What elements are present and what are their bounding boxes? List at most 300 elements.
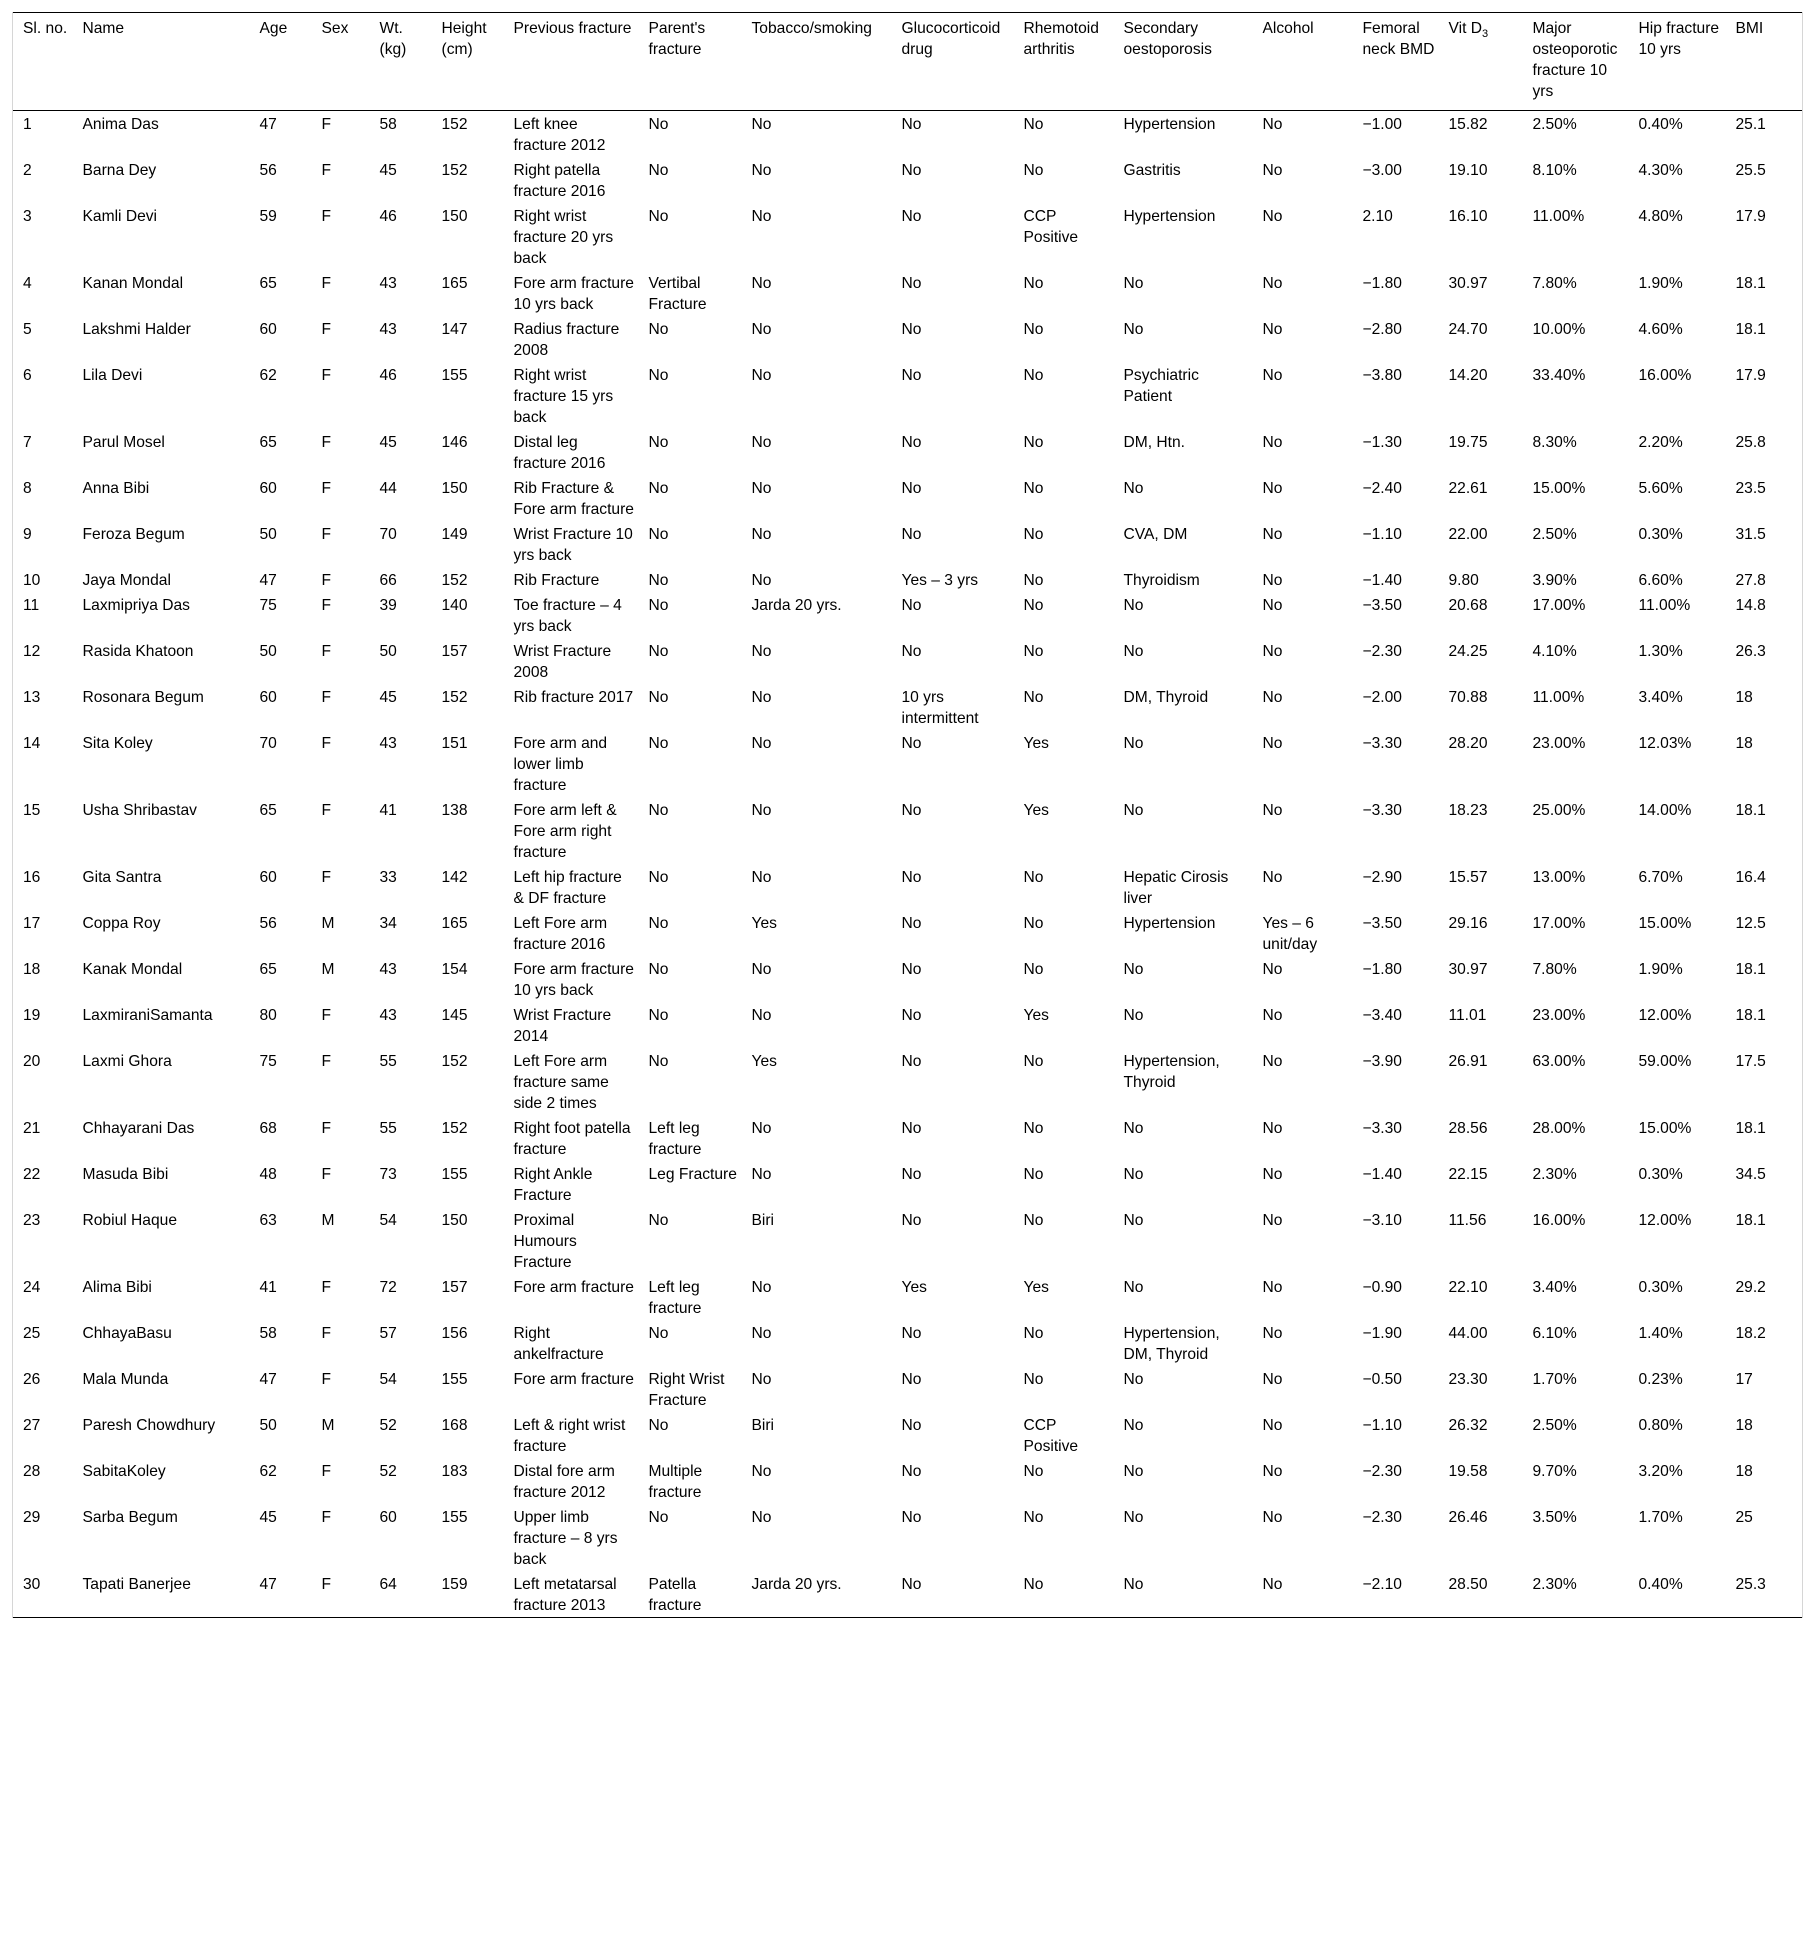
cell-height: 157 bbox=[441, 1279, 468, 1296]
cell-alcohol: No bbox=[1262, 802, 1283, 819]
cell-alcohol: No bbox=[1262, 869, 1283, 886]
table-row bbox=[13, 362, 1803, 429]
cell-vit-d3: 22.15 bbox=[1448, 1166, 1488, 1183]
cell-previous-fracture: Left Fore arm fracture 2016 bbox=[513, 915, 608, 953]
cell-glucocorticoid-drug: No bbox=[901, 275, 922, 292]
cell-hip-fracture: 6.70% bbox=[1638, 869, 1683, 886]
cell-height: 142 bbox=[441, 869, 468, 886]
cell-height: 152 bbox=[441, 1053, 468, 1070]
cell-rheumatoid-arthritis: Yes bbox=[1023, 735, 1049, 752]
cell-secondary-osteoporosis: Gastritis bbox=[1123, 162, 1181, 179]
cell-hip-fracture: 59.00% bbox=[1638, 1053, 1692, 1070]
cell-femoral-neck-bmd: −3.00 bbox=[1362, 162, 1402, 179]
table-row bbox=[13, 797, 1803, 864]
cell-sex: F bbox=[321, 1371, 332, 1388]
table-header-row bbox=[13, 13, 1803, 111]
table-row bbox=[13, 956, 1803, 1002]
cell-vit-d3: 14.20 bbox=[1448, 367, 1488, 384]
cell-vit-d3: 16.10 bbox=[1448, 208, 1488, 225]
cell-rheumatoid-arthritis: No bbox=[1023, 1325, 1044, 1342]
cell-age: 50 bbox=[259, 1417, 277, 1434]
cell-age: 68 bbox=[259, 1120, 277, 1137]
cell-bmi: 26.3 bbox=[1726, 638, 1803, 684]
cell-weight: 52 bbox=[379, 1417, 397, 1434]
cell-previous-fracture: Distal leg fracture 2016 bbox=[513, 434, 606, 472]
cell-weight: 54 bbox=[379, 1371, 397, 1388]
cell-bmi: 23.5 bbox=[1726, 475, 1803, 521]
cell-height: 155 bbox=[441, 1371, 468, 1388]
cell-bmi: 12.5 bbox=[1726, 910, 1803, 956]
cell-weight: 45 bbox=[379, 689, 397, 706]
cell-femoral-neck-bmd: −1.00 bbox=[1362, 116, 1402, 133]
cell-previous-fracture: Upper limb fracture – 8 yrs back bbox=[513, 1509, 618, 1568]
cell-bmi: 25 bbox=[1726, 1504, 1803, 1571]
cell-name: Coppa Roy bbox=[82, 915, 161, 932]
cell-sl-no: 8 bbox=[13, 475, 73, 521]
cell-bmi: 18.1 bbox=[1726, 1002, 1803, 1048]
cell-tobacco-smoking: No bbox=[751, 1120, 772, 1137]
cell-parents-fracture: No bbox=[648, 1417, 669, 1434]
header-parents-fracture: Parent's fracture bbox=[648, 20, 706, 58]
cell-previous-fracture: Fore arm and lower limb fracture bbox=[513, 735, 608, 794]
cell-hip-fracture: 1.90% bbox=[1638, 961, 1683, 978]
cell-hip-fracture: 3.20% bbox=[1638, 1463, 1683, 1480]
cell-parents-fracture: No bbox=[648, 689, 669, 706]
cell-weight: 55 bbox=[379, 1053, 397, 1070]
cell-bmi: 16.4 bbox=[1726, 864, 1803, 910]
cell-major-osteoporotic-fracture: 17.00% bbox=[1532, 597, 1586, 614]
cell-secondary-osteoporosis: Hypertension, DM, Thyroid bbox=[1123, 1325, 1220, 1363]
cell-age: 62 bbox=[259, 367, 277, 384]
cell-name: LaxmiraniSamanta bbox=[82, 1007, 213, 1024]
cell-femoral-neck-bmd: −0.50 bbox=[1362, 1371, 1402, 1388]
cell-secondary-osteoporosis: No bbox=[1123, 1371, 1144, 1388]
cell-sex: F bbox=[321, 802, 332, 819]
cell-age: 56 bbox=[259, 162, 277, 179]
header-bmi: BMI bbox=[1726, 13, 1803, 111]
cell-hip-fracture: 0.40% bbox=[1638, 1576, 1683, 1593]
cell-glucocorticoid-drug: No bbox=[901, 434, 922, 451]
cell-name: Robiul Haque bbox=[82, 1212, 177, 1229]
cell-sex: F bbox=[321, 1463, 332, 1480]
cell-vit-d3: 11.01 bbox=[1448, 1007, 1487, 1024]
cell-tobacco-smoking: Yes bbox=[751, 915, 777, 932]
cell-parents-fracture: No bbox=[648, 367, 669, 384]
cell-name: Barna Dey bbox=[82, 162, 157, 179]
cell-age: 48 bbox=[259, 1166, 277, 1183]
cell-major-osteoporotic-fracture: 13.00% bbox=[1532, 869, 1586, 886]
cell-rheumatoid-arthritis: No bbox=[1023, 162, 1044, 179]
cell-parents-fracture: No bbox=[648, 597, 669, 614]
cell-sl-no: 27 bbox=[13, 1412, 73, 1458]
cell-hip-fracture: 5.60% bbox=[1638, 480, 1683, 497]
cell-vit-d3: 19.10 bbox=[1448, 162, 1488, 179]
cell-bmi: 25.8 bbox=[1726, 429, 1803, 475]
cell-sl-no: 22 bbox=[13, 1161, 73, 1207]
cell-alcohol: No bbox=[1262, 1325, 1283, 1342]
cell-alcohol: No bbox=[1262, 1120, 1283, 1137]
cell-femoral-neck-bmd: −2.90 bbox=[1362, 869, 1402, 886]
cell-bmi: 17.9 bbox=[1726, 362, 1803, 429]
cell-age: 63 bbox=[259, 1212, 277, 1229]
cell-weight: 39 bbox=[379, 597, 397, 614]
cell-tobacco-smoking: No bbox=[751, 367, 772, 384]
cell-vit-d3: 24.70 bbox=[1448, 321, 1488, 338]
cell-major-osteoporotic-fracture: 33.40% bbox=[1532, 367, 1586, 384]
header-name: Name bbox=[82, 20, 125, 37]
cell-major-osteoporotic-fracture: 3.50% bbox=[1532, 1509, 1577, 1526]
cell-glucocorticoid-drug: No bbox=[901, 1053, 922, 1070]
cell-glucocorticoid-drug: No bbox=[901, 321, 922, 338]
cell-secondary-osteoporosis: Hypertension bbox=[1123, 208, 1216, 225]
header-sl-no: Sl. no. bbox=[13, 13, 73, 111]
cell-age: 59 bbox=[259, 208, 277, 225]
cell-age: 75 bbox=[259, 1053, 277, 1070]
cell-sl-no: 2 bbox=[13, 157, 73, 203]
table-row bbox=[13, 567, 1803, 592]
cell-weight: 54 bbox=[379, 1212, 397, 1229]
table-row bbox=[13, 1366, 1803, 1412]
cell-bmi: 18.2 bbox=[1726, 1320, 1803, 1366]
cell-vit-d3: 22.61 bbox=[1448, 480, 1488, 497]
cell-vit-d3: 70.88 bbox=[1448, 689, 1488, 706]
cell-weight: 66 bbox=[379, 572, 397, 589]
cell-secondary-osteoporosis: No bbox=[1123, 1463, 1144, 1480]
cell-bmi: 31.5 bbox=[1726, 521, 1803, 567]
cell-previous-fracture: Wrist Fracture 2014 bbox=[513, 1007, 612, 1045]
cell-sex: F bbox=[321, 208, 332, 225]
cell-femoral-neck-bmd: −1.90 bbox=[1362, 1325, 1402, 1342]
cell-vit-d3: 28.56 bbox=[1448, 1120, 1488, 1137]
cell-major-osteoporotic-fracture: 6.10% bbox=[1532, 1325, 1577, 1342]
cell-secondary-osteoporosis: No bbox=[1123, 1166, 1144, 1183]
cell-secondary-osteoporosis: No bbox=[1123, 321, 1144, 338]
cell-age: 47 bbox=[259, 572, 277, 589]
cell-femoral-neck-bmd: −1.30 bbox=[1362, 434, 1402, 451]
cell-tobacco-smoking: No bbox=[751, 116, 772, 133]
cell-rheumatoid-arthritis: No bbox=[1023, 116, 1044, 133]
cell-tobacco-smoking: No bbox=[751, 1279, 772, 1296]
cell-hip-fracture: 0.30% bbox=[1638, 1279, 1683, 1296]
cell-rheumatoid-arthritis: CCP Positive bbox=[1023, 208, 1079, 246]
cell-previous-fracture: Fore arm fracture bbox=[513, 1371, 634, 1388]
cell-sl-no: 25 bbox=[13, 1320, 73, 1366]
cell-height: 183 bbox=[441, 1463, 468, 1480]
table-row bbox=[13, 1274, 1803, 1320]
cell-age: 70 bbox=[259, 735, 277, 752]
cell-height: 155 bbox=[441, 367, 468, 384]
cell-glucocorticoid-drug: No bbox=[901, 1371, 922, 1388]
cell-height: 150 bbox=[441, 480, 468, 497]
cell-rheumatoid-arthritis: No bbox=[1023, 1509, 1044, 1526]
header-age: Age bbox=[259, 20, 288, 37]
cell-parents-fracture: No bbox=[648, 1212, 669, 1229]
cell-alcohol: No bbox=[1262, 1007, 1283, 1024]
cell-previous-fracture: Left metatarsal fracture 2013 bbox=[513, 1576, 617, 1614]
cell-sl-no: 26 bbox=[13, 1366, 73, 1412]
table-row bbox=[13, 684, 1803, 730]
cell-glucocorticoid-drug: No bbox=[901, 1007, 922, 1024]
table-row bbox=[13, 1002, 1803, 1048]
cell-rheumatoid-arthritis: CCP Positive bbox=[1023, 1417, 1079, 1455]
cell-name: Laxmi Ghora bbox=[82, 1053, 172, 1070]
cell-height: 152 bbox=[441, 1120, 468, 1137]
cell-vit-d3: 22.00 bbox=[1448, 526, 1488, 543]
cell-rheumatoid-arthritis: No bbox=[1023, 321, 1044, 338]
cell-major-osteoporotic-fracture: 2.30% bbox=[1532, 1166, 1577, 1183]
cell-bmi: 18.1 bbox=[1726, 1115, 1803, 1161]
cell-secondary-osteoporosis: No bbox=[1123, 643, 1144, 660]
cell-bmi: 18.1 bbox=[1726, 1207, 1803, 1274]
cell-rheumatoid-arthritis: No bbox=[1023, 1463, 1044, 1480]
cell-sex: M bbox=[321, 961, 335, 978]
cell-sl-no: 10 bbox=[13, 567, 73, 592]
cell-secondary-osteoporosis: Hypertension, Thyroid bbox=[1123, 1053, 1220, 1091]
cell-previous-fracture: Wrist Fracture 10 yrs back bbox=[513, 526, 633, 564]
cell-previous-fracture: Left knee fracture 2012 bbox=[513, 116, 606, 154]
cell-sl-no: 18 bbox=[13, 956, 73, 1002]
cell-age: 65 bbox=[259, 275, 277, 292]
cell-sl-no: 23 bbox=[13, 1207, 73, 1274]
cell-sex: F bbox=[321, 275, 332, 292]
cell-tobacco-smoking: No bbox=[751, 1166, 772, 1183]
cell-secondary-osteoporosis: DM, Thyroid bbox=[1123, 689, 1209, 706]
cell-bmi: 34.5 bbox=[1726, 1161, 1803, 1207]
cell-name: Parul Mosel bbox=[82, 434, 165, 451]
data-table-container bbox=[12, 12, 1802, 1618]
cell-femoral-neck-bmd: −1.80 bbox=[1362, 961, 1402, 978]
cell-sl-no: 20 bbox=[13, 1048, 73, 1115]
cell-sl-no: 5 bbox=[13, 316, 73, 362]
cell-weight: 33 bbox=[379, 869, 397, 886]
table-row bbox=[13, 1320, 1803, 1366]
cell-femoral-neck-bmd: 2.10 bbox=[1362, 208, 1393, 225]
cell-height: 156 bbox=[441, 1325, 468, 1342]
cell-bmi: 17 bbox=[1726, 1366, 1803, 1412]
cell-sex: F bbox=[321, 116, 332, 133]
cell-alcohol: No bbox=[1262, 1509, 1283, 1526]
cell-vit-d3: 28.20 bbox=[1448, 735, 1488, 752]
cell-tobacco-smoking: No bbox=[751, 961, 772, 978]
cell-age: 75 bbox=[259, 597, 277, 614]
cell-parents-fracture: No bbox=[648, 869, 669, 886]
cell-major-osteoporotic-fracture: 2.30% bbox=[1532, 1576, 1577, 1593]
cell-tobacco-smoking: Yes bbox=[751, 1053, 777, 1070]
cell-height: 150 bbox=[441, 208, 468, 225]
cell-femoral-neck-bmd: −0.90 bbox=[1362, 1279, 1402, 1296]
cell-height: 146 bbox=[441, 434, 468, 451]
cell-weight: 43 bbox=[379, 1007, 397, 1024]
cell-tobacco-smoking: No bbox=[751, 572, 772, 589]
cell-sex: F bbox=[321, 1325, 332, 1342]
cell-alcohol: Yes – 6 unit/day bbox=[1262, 915, 1318, 953]
cell-secondary-osteoporosis: Hepatic Cirosis liver bbox=[1123, 869, 1229, 907]
cell-major-osteoporotic-fracture: 28.00% bbox=[1532, 1120, 1586, 1137]
cell-previous-fracture: Wrist Fracture 2008 bbox=[513, 643, 612, 681]
table-row bbox=[13, 910, 1803, 956]
cell-vit-d3: 19.58 bbox=[1448, 1463, 1488, 1480]
cell-parents-fracture: No bbox=[648, 116, 669, 133]
header-rheumatoid-arthritis: Rhemotoid arthritis bbox=[1023, 20, 1099, 58]
cell-femoral-neck-bmd: −2.30 bbox=[1362, 1509, 1402, 1526]
cell-major-osteoporotic-fracture: 16.00% bbox=[1532, 1212, 1586, 1229]
cell-rheumatoid-arthritis: No bbox=[1023, 643, 1044, 660]
cell-name: Feroza Begum bbox=[82, 526, 185, 543]
cell-alcohol: No bbox=[1262, 162, 1283, 179]
cell-major-osteoporotic-fracture: 23.00% bbox=[1532, 735, 1586, 752]
cell-hip-fracture: 16.00% bbox=[1638, 367, 1692, 384]
cell-bmi: 18 bbox=[1726, 1412, 1803, 1458]
cell-age: 50 bbox=[259, 643, 277, 660]
cell-hip-fracture: 4.60% bbox=[1638, 321, 1683, 338]
cell-glucocorticoid-drug: No bbox=[901, 735, 922, 752]
cell-secondary-osteoporosis: No bbox=[1123, 1509, 1144, 1526]
cell-name: Chhayarani Das bbox=[82, 1120, 195, 1137]
cell-alcohol: No bbox=[1262, 480, 1283, 497]
table-row bbox=[13, 1571, 1803, 1618]
cell-glucocorticoid-drug: 10 yrs intermittent bbox=[901, 689, 979, 727]
cell-rheumatoid-arthritis: No bbox=[1023, 1166, 1044, 1183]
cell-major-osteoporotic-fracture: 17.00% bbox=[1532, 915, 1586, 932]
cell-bmi: 25.3 bbox=[1726, 1571, 1803, 1618]
cell-tobacco-smoking: No bbox=[751, 275, 772, 292]
cell-sex: F bbox=[321, 321, 332, 338]
cell-hip-fracture: 12.03% bbox=[1638, 735, 1692, 752]
cell-tobacco-smoking: Biri bbox=[751, 1212, 775, 1229]
cell-secondary-osteoporosis: Thyroidism bbox=[1123, 572, 1200, 589]
cell-height: 151 bbox=[441, 735, 468, 752]
header-femoral-neck-bmd: Femoral neck BMD bbox=[1362, 20, 1435, 58]
cell-vit-d3: 22.10 bbox=[1448, 1279, 1488, 1296]
cell-sl-no: 7 bbox=[13, 429, 73, 475]
cell-sl-no: 4 bbox=[13, 270, 73, 316]
cell-rheumatoid-arthritis: No bbox=[1023, 915, 1044, 932]
cell-rheumatoid-arthritis: No bbox=[1023, 961, 1044, 978]
cell-sex: F bbox=[321, 735, 332, 752]
table-row bbox=[13, 203, 1803, 270]
cell-bmi: 18.1 bbox=[1726, 797, 1803, 864]
cell-age: 80 bbox=[259, 1007, 277, 1024]
cell-glucocorticoid-drug: No bbox=[901, 915, 922, 932]
cell-hip-fracture: 4.30% bbox=[1638, 162, 1683, 179]
header-alcohol: Alcohol bbox=[1262, 20, 1314, 37]
cell-hip-fracture: 12.00% bbox=[1638, 1007, 1692, 1024]
cell-glucocorticoid-drug: No bbox=[901, 116, 922, 133]
cell-tobacco-smoking: No bbox=[751, 689, 772, 706]
cell-name: Paresh Chowdhury bbox=[82, 1417, 216, 1434]
cell-weight: 43 bbox=[379, 735, 397, 752]
cell-weight: 43 bbox=[379, 275, 397, 292]
cell-weight: 44 bbox=[379, 480, 397, 497]
cell-glucocorticoid-drug: No bbox=[901, 961, 922, 978]
cell-bmi: 18 bbox=[1726, 684, 1803, 730]
table-row bbox=[13, 157, 1803, 203]
cell-rheumatoid-arthritis: No bbox=[1023, 597, 1044, 614]
cell-sex: F bbox=[321, 526, 332, 543]
cell-parents-fracture: No bbox=[648, 526, 669, 543]
cell-sex: F bbox=[321, 434, 332, 451]
cell-femoral-neck-bmd: −2.10 bbox=[1362, 1576, 1402, 1593]
cell-rheumatoid-arthritis: No bbox=[1023, 434, 1044, 451]
cell-sex: M bbox=[321, 1212, 335, 1229]
cell-hip-fracture: 14.00% bbox=[1638, 802, 1692, 819]
cell-parents-fracture: No bbox=[648, 480, 669, 497]
cell-secondary-osteoporosis: No bbox=[1123, 597, 1144, 614]
cell-glucocorticoid-drug: No bbox=[901, 802, 922, 819]
cell-glucocorticoid-drug: No bbox=[901, 526, 922, 543]
cell-height: 145 bbox=[441, 1007, 468, 1024]
cell-hip-fracture: 1.70% bbox=[1638, 1509, 1683, 1526]
cell-major-osteoporotic-fracture: 3.40% bbox=[1532, 1279, 1577, 1296]
cell-secondary-osteoporosis: Hypertension bbox=[1123, 116, 1216, 133]
cell-vit-d3: 15.57 bbox=[1448, 869, 1488, 886]
cell-height: 138 bbox=[441, 802, 468, 819]
cell-major-osteoporotic-fracture: 7.80% bbox=[1532, 275, 1577, 292]
cell-glucocorticoid-drug: No bbox=[901, 869, 922, 886]
cell-age: 65 bbox=[259, 802, 277, 819]
cell-bmi: 18.1 bbox=[1726, 270, 1803, 316]
cell-sex: F bbox=[321, 597, 332, 614]
cell-sex: F bbox=[321, 1576, 332, 1593]
cell-glucocorticoid-drug: No bbox=[901, 643, 922, 660]
cell-alcohol: No bbox=[1262, 526, 1283, 543]
cell-weight: 72 bbox=[379, 1279, 397, 1296]
cell-secondary-osteoporosis: Hypertension bbox=[1123, 915, 1216, 932]
cell-femoral-neck-bmd: −1.10 bbox=[1362, 526, 1402, 543]
cell-weight: 45 bbox=[379, 162, 397, 179]
cell-age: 60 bbox=[259, 321, 277, 338]
cell-rheumatoid-arthritis: No bbox=[1023, 1120, 1044, 1137]
cell-parents-fracture: No bbox=[648, 735, 669, 752]
cell-secondary-osteoporosis: DM, Htn. bbox=[1123, 434, 1186, 451]
cell-bmi: 14.8 bbox=[1726, 592, 1803, 638]
cell-hip-fracture: 11.00% bbox=[1638, 597, 1691, 614]
cell-vit-d3: 23.30 bbox=[1448, 1371, 1488, 1388]
cell-name: Sarba Begum bbox=[82, 1509, 178, 1526]
cell-femoral-neck-bmd: −3.50 bbox=[1362, 597, 1402, 614]
cell-height: 165 bbox=[441, 275, 468, 292]
cell-vit-d3: 11.56 bbox=[1448, 1212, 1487, 1229]
cell-parents-fracture: Left leg fracture bbox=[648, 1120, 702, 1158]
cell-major-osteoporotic-fracture: 1.70% bbox=[1532, 1371, 1577, 1388]
cell-tobacco-smoking: Jarda 20 yrs. bbox=[751, 597, 842, 614]
cell-hip-fracture: 15.00% bbox=[1638, 915, 1692, 932]
cell-femoral-neck-bmd: −2.00 bbox=[1362, 689, 1402, 706]
cell-glucocorticoid-drug: No bbox=[901, 1463, 922, 1480]
cell-height: 159 bbox=[441, 1576, 468, 1593]
table-row bbox=[13, 429, 1803, 475]
cell-name: Rasida Khatoon bbox=[82, 643, 194, 660]
cell-age: 62 bbox=[259, 1463, 277, 1480]
cell-parents-fracture: No bbox=[648, 1053, 669, 1070]
cell-tobacco-smoking: No bbox=[751, 526, 772, 543]
cell-weight: 41 bbox=[379, 802, 397, 819]
cell-rheumatoid-arthritis: Yes bbox=[1023, 1007, 1049, 1024]
header-secondary-osteoporosis: Secondary oestoporosis bbox=[1123, 20, 1212, 58]
cell-previous-fracture: Distal fore arm fracture 2012 bbox=[513, 1463, 615, 1501]
cell-major-osteoporotic-fracture: 2.50% bbox=[1532, 116, 1577, 133]
cell-sl-no: 30 bbox=[13, 1571, 73, 1618]
cell-name: ChhayaBasu bbox=[82, 1325, 172, 1342]
cell-hip-fracture: 0.40% bbox=[1638, 116, 1683, 133]
cell-previous-fracture: Right wrist fracture 15 yrs back bbox=[513, 367, 614, 426]
cell-rheumatoid-arthritis: No bbox=[1023, 1053, 1044, 1070]
cell-sex: F bbox=[321, 1279, 332, 1296]
cell-age: 65 bbox=[259, 961, 277, 978]
table-row bbox=[13, 1048, 1803, 1115]
cell-previous-fracture: Rib fracture 2017 bbox=[513, 689, 634, 706]
cell-weight: 55 bbox=[379, 1120, 397, 1137]
